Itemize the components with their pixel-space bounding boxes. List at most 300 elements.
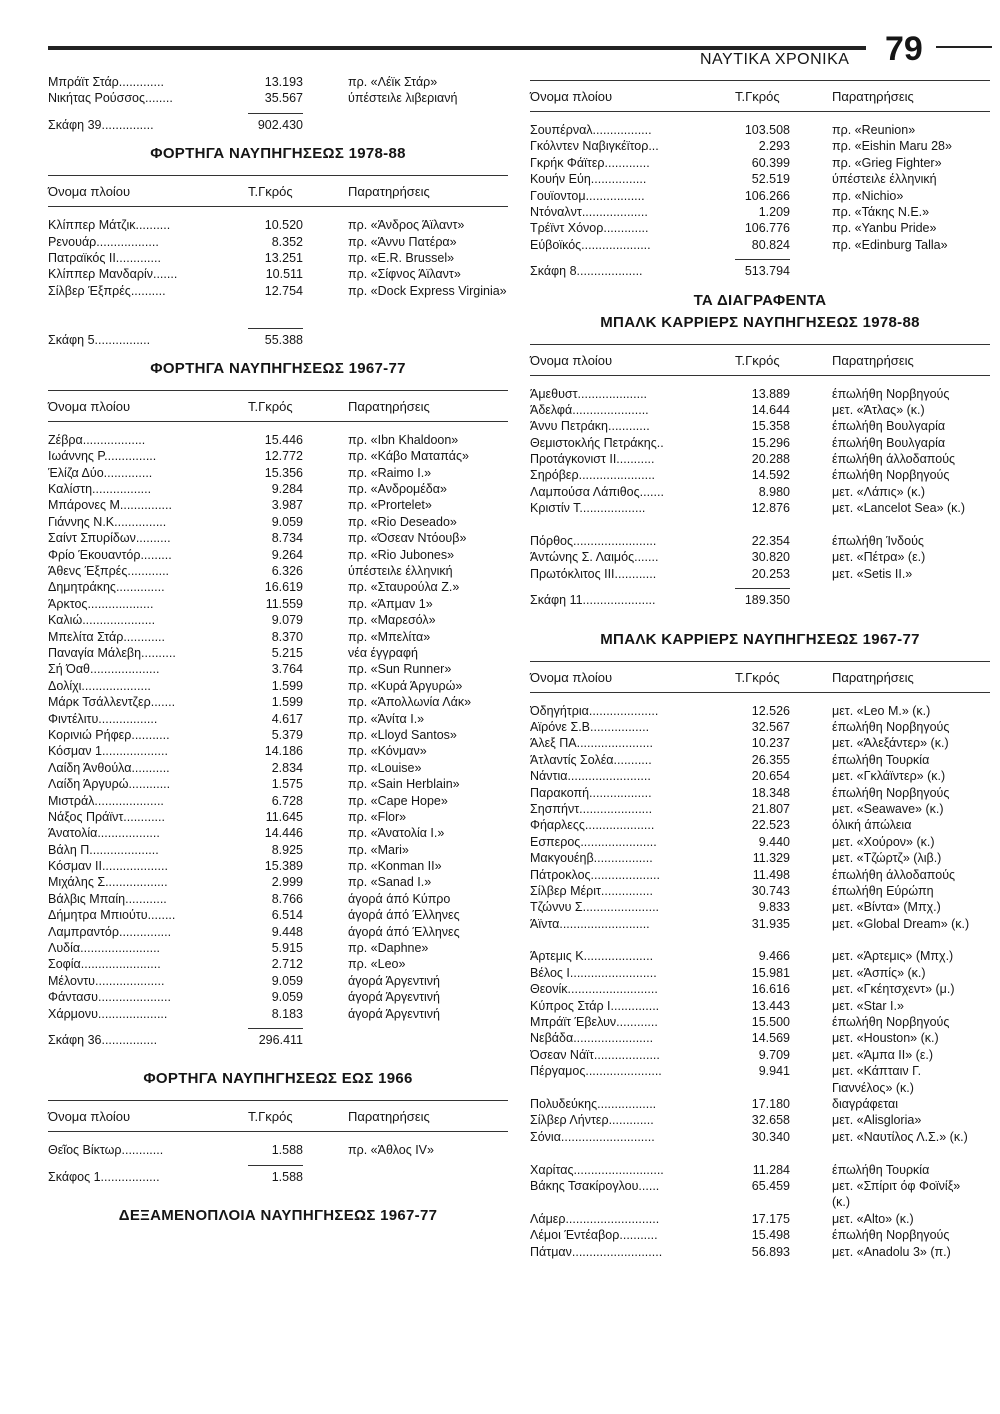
gross-tonnage: 8.925 [271,842,303,857]
ship-name: Έλίζα Δύο.............. [48,465,153,480]
table-row [530,138,990,154]
gross-tonnage: 17.175 [751,1211,790,1226]
remarks: έπωλήθη Νορβηγούς [832,468,950,483]
ship-name: Σοφία....................... [48,957,161,972]
remarks: έπωλήθη Τουρκία [832,1162,930,1177]
ship-name: Σόνια........................... [530,1129,655,1144]
remarks: μετ. «Άτλας» (κ.) [832,402,925,417]
ship-name: Λέμοι Έντέαβορ........... [530,1228,658,1243]
col-name: Όνομα πλοίου [530,89,613,104]
table-row [530,467,990,483]
table-row [48,579,508,595]
remarks: μετ. «Seawave» (κ.) [832,801,944,816]
remarks: άγορά άπό Έλληνες [348,924,460,939]
gross-tonnage: 10.511 [265,267,303,282]
spacer [48,422,508,432]
remarks: μετ. «Lancelot Sea» (κ.) [832,501,966,516]
col-name: Όνομα πλοίου [530,669,613,685]
section-title: ΦΟΡΤΗΓΑ ΝΑΥΠΗΓΗΣΕΩΣ 1978-88 [150,145,406,163]
gross-tonnage: 65.459 [751,1178,790,1193]
remarks: πρ. «Όσεαν Ντόουβ» [348,531,467,546]
remarks: πρ. «Μπελίτα» [348,629,431,644]
gross-tonnage: 13.889 [751,386,790,401]
remarks: μετ. «Τζώρτζ» (λιβ.) [832,851,942,866]
gross-tonnage: 8.980 [758,484,790,499]
table-row [48,678,508,694]
table-row [48,989,508,1005]
publication-title: ΝΑΥΤΙΚΑ ΧΡΟΝΙΚΑ [700,51,850,68]
ship-name: Όδηγήτρια.................... [530,703,659,718]
remarks: όλική άπώλεια [832,818,912,833]
table-row [530,386,990,402]
table-row [48,825,508,841]
table-row [48,90,508,106]
gross-tonnage: 21.807 [751,801,790,816]
ship-name: Σηρόβερ...................... [530,468,656,483]
table-row [48,283,508,316]
ship-name: Μπάρονες Μ............... [48,498,172,513]
table-row [48,547,508,563]
table-row [530,204,990,220]
gross-tonnage: 9.833 [758,900,790,915]
table-row [48,727,508,743]
table-row [48,266,508,282]
gross-tonnage: 15.498 [751,1228,790,1243]
ship-name: Χαρίτας.......................... [530,1162,664,1177]
remarks: πρ. «Ανδρομέδα» [348,482,447,497]
gross-tonnage: 15.981 [751,965,790,980]
sec2-list [48,432,508,1022]
gross-tonnage: 30.820 [751,550,790,565]
ship-name: Εσπερος...................... [530,834,657,849]
table-row [48,563,508,579]
table-row [530,237,990,253]
table-row [530,402,990,418]
gross-tonnage: 2.293 [758,139,790,154]
ship-name: Πάτροκλος.................... [530,867,660,882]
ship-name: Μακγουέηβ................. [530,851,653,866]
gross-tonnage: 106.266 [744,188,790,203]
remarks: πρ. «Edinburg Talla» [832,237,948,252]
spacer [48,1090,508,1100]
total-label: Σκάφη 36................ [48,1032,158,1047]
ship-name: Σαίντ Σπυρίδων.......... [48,531,171,546]
remarks: μετ. «Χούρον» (κ.) [832,834,935,849]
table-row [48,596,508,612]
ship-name: Σίλβερ Λήντερ............. [530,1113,654,1128]
total-label: Σκάφη 39............... [48,117,154,132]
gross-tonnage: 8.766 [271,891,303,906]
gross-tonnage: 26.355 [751,752,790,767]
gross-tonnage: 11.284 [752,1162,790,1177]
ship-name: Σουπέρναλ................. [530,123,652,137]
table-row [530,850,990,866]
sec1-list [48,217,508,315]
gross-tonnage: 3.764 [271,662,303,677]
col-ton: Τ.Γκρός [735,669,780,685]
ship-name: Άννυ Πετράκη............ [530,419,650,434]
col-ton: Τ.Γκρός [248,398,293,414]
ship-name: Σησπήντ..................... [530,801,653,816]
ship-name: Κουήν Εύη................ [530,172,647,187]
gross-tonnage: 12.772 [264,449,303,464]
gross-tonnage: 106.776 [744,221,790,236]
table-row [530,948,990,964]
ship-name: Άθενς Έξπρές............ [48,564,170,579]
ship-name: Φάντασυ..................... [48,990,171,1005]
table-row [48,234,508,250]
ship-name: Σίλβερ Μέριτ............... [530,883,654,898]
table-row [48,250,508,266]
remarks: έπωλήθη Τουρκία [832,752,930,767]
remarks: ύπέστειλε έλληνική [832,172,937,187]
right-top-list [530,122,990,253]
gross-tonnage: 9.059 [271,990,303,1005]
gross-tonnage: 5.379 [271,727,303,742]
page-number: 79 [885,30,923,68]
table-row [48,217,508,233]
total-rule [48,1159,508,1169]
ship-name: Μπελίτα Στάρ............ [48,629,165,644]
gross-tonnage: 20.253 [751,566,790,581]
spacer [530,651,990,661]
table-row [530,801,990,817]
table-row [530,768,990,784]
spacer [530,376,990,386]
remarks: μετ. «Λάπις» (κ.) [832,484,926,499]
gross-tonnage: 14.644 [751,402,790,417]
gross-tonnage: 56.893 [751,1244,790,1259]
gross-tonnage: 17.180 [751,1097,790,1112]
table-row [48,661,508,677]
spacer [530,334,990,344]
ship-name: Γιάννης Ν.Κ............... [48,514,167,529]
col-ton: Τ.Γκρός [248,1109,293,1125]
gross-tonnage: 9.440 [758,834,790,849]
ship-name: Φρίο Έκουαντόρ......... [48,547,172,562]
ship-name: Παρακοπή.................. [530,785,652,800]
col-name: Όνομα πλοίου [530,352,613,368]
gross-tonnage: 8.352 [271,234,303,249]
table-row [530,549,990,565]
gross-tonnage: 5.915 [271,941,303,956]
ship-name: Ιωάννης Ρ............... [48,449,157,464]
table-row [530,435,990,451]
ship-name: Άλεξ ΠΑ...................... [530,736,654,751]
total-row [48,1032,508,1048]
gross-tonnage: 20.654 [751,769,790,784]
gross-tonnage: 9.284 [271,482,303,497]
table-row [48,956,508,972]
table-header [530,80,990,112]
remarks: πρ. «Nichio» [832,188,904,203]
table-row [530,1162,990,1178]
table-row [48,448,508,464]
col-ton: Τ.Γκρός [735,89,780,104]
gross-tonnage: 12.754 [264,283,303,298]
spacer [48,1058,508,1068]
gross-tonnage: 9.079 [271,613,303,628]
gross-tonnage: 13.251 [264,250,303,265]
table-row [530,1014,990,1030]
remarks: νέα έγγραφή [348,646,418,660]
gross-tonnage: 4.617 [271,711,303,726]
sec3-list [48,1142,508,1158]
spacer [48,1048,508,1058]
table-row [48,530,508,546]
gross-tonnage: 16.616 [751,982,790,997]
gross-tonnage: 2.712 [271,957,303,972]
ship-name: Σή Όαθ.................... [48,662,160,677]
table-row [48,1142,508,1158]
col-notes: Παρατηρήσεις [832,352,914,368]
remarks: πρ. «Konman II» [348,859,442,874]
gross-tonnage: 15.500 [751,1015,790,1030]
gross-tonnage: 10.237 [751,736,790,751]
table-row [48,776,508,792]
col-notes: Παρατηρήσεις [348,1109,430,1125]
table-row [530,1063,990,1096]
table-row [530,703,990,719]
table-row [530,220,990,236]
gross-tonnage: 1.599 [271,678,303,693]
ship-name: Μιστράλ.................... [48,793,164,808]
ship-name: Γκόλντεν Ναβιγκέϊτορ... [530,139,659,154]
ship-name: Τζώννυ Σ...................... [530,900,660,915]
remarks: μετ. «Άρτεμις» (Μπχ.) [832,949,954,964]
total-label: Σκάφος 1................. [48,1169,160,1184]
table-row [530,566,990,582]
remarks: πρ. «Άθλος IV» [348,1143,434,1158]
table-row [530,785,990,801]
ship-name: Δημητράκης.............. [48,580,165,595]
remarks: πρ. «Lloyd Santos» [348,727,457,742]
gross-tonnage: 32.658 [751,1113,790,1128]
remarks: πρ. «Τάκης Ν.Ε.» [832,204,930,219]
col-notes: Παρατηρήσεις [348,184,430,200]
remarks: άγορά άπό Κύπρο [348,891,451,906]
table-row [530,451,990,467]
ship-name: Νάξος Πράϊντ............ [48,809,165,824]
ship-name: Μπράϊτ Στάρ............. [48,75,164,89]
col-ton: Τ.Γκρός [248,184,293,200]
table-row [530,735,990,751]
gross-tonnage: 9.448 [271,924,303,939]
ship-name: Νικήτας Ρούσσος........ [48,91,173,106]
ship-name: Λαμπούσα Λάπιθος....... [530,484,664,499]
ship-name: Άρτεμις Κ.................... [530,949,654,964]
spacer [48,1185,508,1195]
remarks: πρ. «Rio Deseado» [348,514,457,529]
total-row [48,1169,508,1185]
ship-name: Όσεαν Νάϊτ................... [530,1047,660,1062]
remarks: πρ. «Prortelet» [348,498,432,513]
section-title: ΦΟΡΤΗΓΑ ΝΑΥΠΗΓΗΣΕΩΣ ΕΩΣ 1966 [143,1070,413,1088]
remarks: μετ. «Houston» (κ.) [832,1031,939,1046]
ship-name: Γκρήκ Φάϊτερ............. [530,155,650,170]
remarks: πρ. «Leo» [348,957,406,972]
gross-tonnage: 9.466 [758,949,790,964]
gross-tonnage: 13.193 [264,75,303,89]
remarks: έπωλήθη άλλοδαπούς [832,452,956,467]
gross-tonnage: 10.520 [264,218,303,233]
col-notes: Παρατηρήσεις [348,398,430,414]
gross-tonnage: 5.215 [271,646,303,660]
table-row [530,1047,990,1063]
ship-name: Πέργαμος...................... [530,1064,662,1079]
table-row [48,743,508,759]
ship-name: Βάλη Π.................... [48,842,159,857]
table-row [530,500,990,533]
gross-tonnage: 2.999 [271,875,303,890]
table-row [530,1244,990,1260]
ship-name: Πάτμαν.......................... [530,1244,663,1259]
remarks: έπωλήθη άλλοδαπούς [832,867,956,882]
gross-tonnage: 30.743 [751,883,790,898]
total-row [530,263,990,279]
ship-name: Άρκτος................... [48,596,154,611]
col-name: Όνομα πλοίου [48,184,131,200]
remarks: ύπέστειλε έλληνική [348,564,453,579]
gross-tonnage: 20.288 [751,452,790,467]
remarks: πρ. «Daphne» [348,941,429,956]
gross-tonnage: 22.354 [751,534,790,549]
spacer [530,693,990,703]
spacer [48,380,508,390]
gross-tonnage: 6.728 [271,793,303,808]
table-row [48,74,508,90]
ship-name: Ζέβρα.................. [48,432,146,447]
spacer [530,112,990,122]
spacer [48,207,508,217]
table-row [530,1030,990,1046]
gross-tonnage: 31.935 [751,916,790,931]
ship-name: Κριστίν Τ................... [530,501,646,516]
gross-tonnage: 14.446 [264,826,303,841]
total-row [48,332,508,348]
section-title: ΔΕΞΑΜΕΝΟΠΛΟΙΑ ΝΑΥΠΗΓΗΣΕΩΣ 1967-77 [118,1207,438,1225]
remarks: πρ. «Ibn Khaldoon» [348,432,459,447]
ship-name: Δήμητρα Μπιούτυ........ [48,908,176,923]
gross-tonnage: 11.498 [752,867,790,882]
ship-name: Άνατολία.................. [48,826,160,841]
gross-tonnage: 35.567 [264,91,303,106]
table-row [530,981,990,997]
total-rule [530,582,990,592]
gross-tonnage: 14.186 [264,744,303,759]
table-row [48,645,508,661]
ship-name: Μέλοντυ.................... [48,973,165,988]
table-row [48,940,508,956]
table-row [48,874,508,890]
left-column [48,74,508,1227]
remarks: πρ. «Άνατολία Ι.» [348,826,445,841]
ship-name: Κορινιώ Ρήφερ........... [48,727,170,742]
table-header [48,1100,508,1132]
ship-name: Βάλβις Μπαίη............ [48,891,167,906]
remarks: πρ. «Σίφνος Άϊλαντ» [348,267,461,282]
total-rule [530,253,990,263]
ship-name: Λαίδη Άργυρώ............ [48,777,171,792]
remarks: μετ. «Alisgloria» [832,1113,922,1128]
ship-name: Βάκης Τσακίρογλου...... [530,1178,660,1193]
spacer [530,609,990,619]
gross-tonnage: 11.329 [752,851,790,866]
ship-name: Παναγία Μάλεβη.......... [48,646,176,660]
ship-name: Προτάγκονιστ ΙΙ........... [530,452,655,467]
section-title: ΜΠΑΛΚ ΚΑΡΡΙΕΡΣ ΝΑΥΠΗΓΗΣΕΩΣ 1967-77 [600,630,920,648]
col-notes: Παρατηρήσεις [832,89,914,104]
spacer [48,1132,508,1142]
total-value: 296.411 [258,1032,303,1047]
table-row [530,533,990,549]
ship-name: Λαμπραντόρ............... [48,924,172,939]
col-notes: Παρατηρήσεις [832,669,914,685]
section-title: ΤΑ ΔΙΑΓΡΑΦΕΝΤΑ [693,291,827,309]
remarks: πρ. «Άνδρος Άϊλαντ» [348,218,465,233]
ship-name: Τρέϊντ Χόνορ............. [530,221,649,236]
ship-name: Κόσμαν ΙΙ................... [48,859,168,874]
remarks: πρ. «Dock Express Virginia» [348,283,507,298]
remarks: πρ. «Κόνμαν» [348,744,427,759]
remarks: έπωλήθη Νορβηγούς [832,1015,950,1030]
remarks: άγορά Άργεντινή [348,1006,440,1021]
remarks: πρ. «Raimo I.» [348,465,432,480]
gross-tonnage: 6.326 [271,564,303,579]
col-name: Όνομα πλοίου [48,1109,131,1125]
ship-name: Θεῖος Βίκτωρ............ [48,1143,164,1158]
table-row [530,484,990,500]
ship-name: Ντόναλντ................... [530,204,648,219]
ship-name: Ρενουάρ.................. [48,234,159,249]
table-header [48,390,508,422]
table-row [48,907,508,923]
remarks: μετ. «Anadolu 3» (π.) [832,1244,951,1259]
remarks: έπωλήθη Νορβηγούς [832,720,950,734]
total-label: Σκάφη 5................ [48,332,151,347]
ship-name: Άντώνης Σ. Λαιμός....... [530,550,659,565]
gross-tonnage: 12.876 [751,501,790,516]
remarks: πρ. «Λέϊκ Στάρ» [348,75,438,89]
table-row [48,497,508,513]
ship-name: Μιχάλης Σ.................. [48,875,168,890]
table-row [48,760,508,776]
gross-tonnage: 2.834 [271,760,303,775]
table-row [530,1096,990,1112]
total-rule [48,1022,508,1032]
gross-tonnage: 15.358 [751,419,790,434]
remarks: μετ. «Γκλάϊντερ» (κ.) [832,769,946,784]
gross-tonnage: 9.709 [758,1047,790,1062]
table-row [530,171,990,187]
remarks: πρ. «Άπολλωνία Λάκ» [348,695,472,710]
table-row [530,867,990,883]
gross-tonnage: 11.645 [265,809,303,824]
ship-name: Πρωτόκλιτος ΙΙΙ............ [530,566,657,581]
table-row [48,973,508,989]
remarks: πρ. «Rio Jubones» [348,547,455,562]
gross-tonnage: 60.399 [751,155,790,170]
total-rule [48,322,508,332]
table-header [48,175,508,207]
remarks: έπωλήθη Νορβηγούς [832,785,950,800]
remarks: πρ. «Sanad I.» [348,875,432,890]
gross-tonnage: 15.356 [264,465,303,480]
table-row [48,465,508,481]
total-value: 513.794 [744,264,790,279]
gross-tonnage: 12.526 [751,703,790,718]
remarks: πρ. «Σταυρούλα Ζ.» [348,580,460,595]
